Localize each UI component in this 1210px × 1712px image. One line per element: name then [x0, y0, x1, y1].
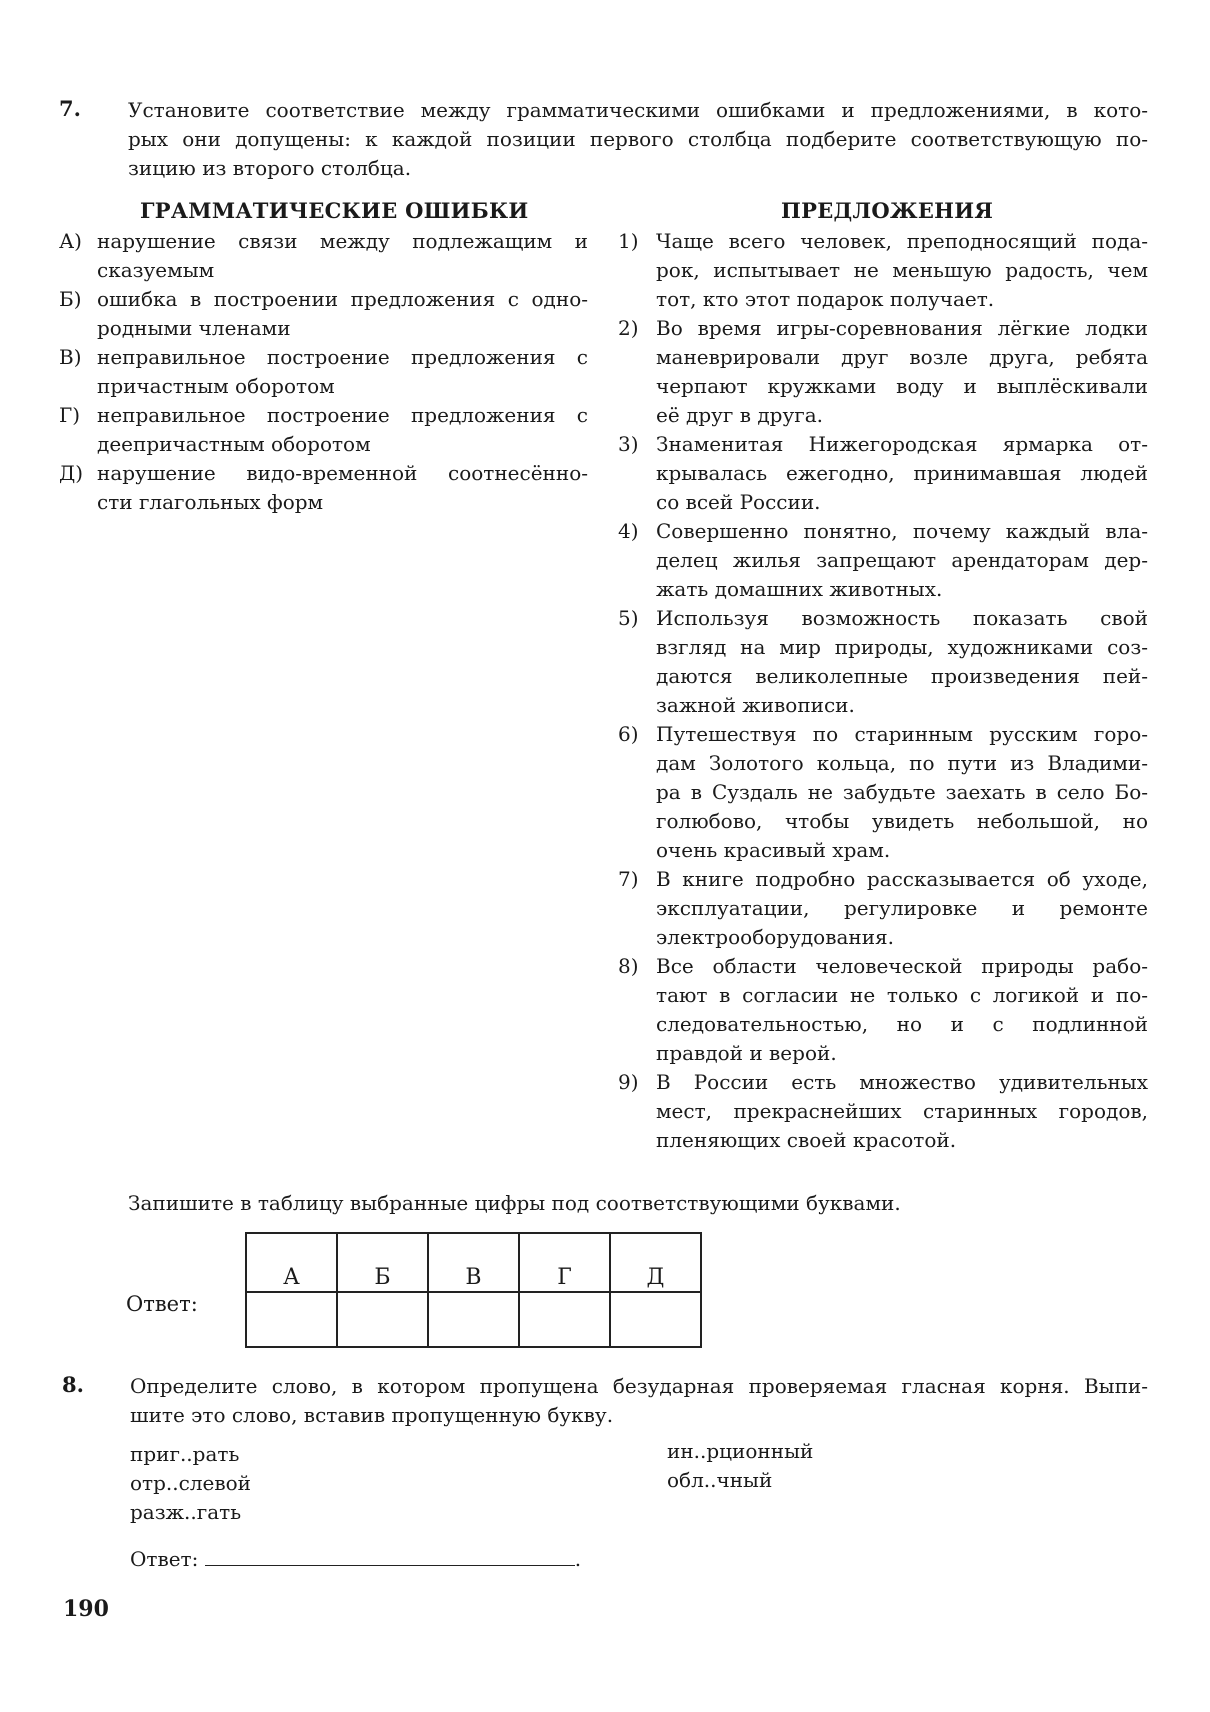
sentence-line: со всей России.: [656, 490, 821, 514]
sentence-line: Все области человеческой природы рабо-: [656, 954, 1148, 978]
sentence-line: черпают кружками воду и выплёскивали: [656, 374, 1148, 398]
intro-line: Установите соответствие между грамматическими ошибками и предложениями, в кото-: [128, 98, 1148, 122]
sentence-line: В России есть множество удивительных: [656, 1070, 1148, 1094]
word-option: отр..слевой: [130, 1471, 251, 1495]
sentence-item-2: [618, 314, 1148, 430]
sentence-item-5: [618, 604, 1148, 720]
sentence-line: следовательностью, но и с подлинной: [656, 1012, 1148, 1036]
sentence-line: делец жилья запрещают арендаторам дер-: [656, 548, 1148, 572]
sentence-line: Чаще всего человек, преподносящий пода-: [656, 229, 1148, 253]
sentence-line: Путешествуя по старинным русским горо-: [656, 722, 1148, 746]
error-item-a: [59, 227, 588, 285]
sentence-line: её друг в друга.: [656, 403, 824, 427]
answer-header-d: Д: [610, 1233, 701, 1292]
answer-blank[interactable]: [205, 1543, 575, 1566]
sentence-line: мест, прекраснейших старинных городов,: [656, 1099, 1148, 1123]
sentence-marker: 2): [618, 316, 639, 340]
error-item-v: [59, 343, 588, 401]
sentence-item-7: [618, 865, 1148, 952]
sentence-item-6: [618, 720, 1148, 865]
sentence-line: эксплуатации, регулировке и ремонте: [656, 896, 1148, 920]
sentences-column-header: ПРЕДЛОЖЕНИЯ: [781, 198, 994, 223]
sentence-item-9: [618, 1068, 1148, 1155]
sentence-marker: 7): [618, 867, 639, 891]
error-marker: Д): [59, 461, 84, 485]
word-option: разж..гать: [130, 1500, 242, 1524]
sentence-marker: 1): [618, 229, 639, 253]
error-line: сказуемым: [97, 258, 215, 282]
sentence-line: рок, испытывает не меньшую радость, чем: [656, 258, 1148, 282]
error-line: причастным оборотом: [97, 374, 335, 398]
sentence-marker: 5): [618, 606, 639, 630]
sentences-list: [618, 227, 1148, 1155]
sentence-line: пленяющих своей красотой.: [656, 1128, 957, 1152]
sentence-line: очень красивый храм.: [656, 838, 891, 862]
answer-line: [130, 1543, 581, 1572]
answer-cell-g[interactable]: [519, 1292, 610, 1347]
error-item-g: [59, 401, 588, 459]
errors-column-header: ГРАММАТИЧЕСКИЕ ОШИБКИ: [140, 198, 529, 223]
error-line: родными членами: [97, 316, 291, 340]
sentence-line: взгляд на мир природы, художниками соз-: [656, 635, 1148, 659]
words-right: [667, 1437, 813, 1495]
words-left: [130, 1440, 251, 1527]
answer-cell-d[interactable]: [610, 1292, 701, 1347]
sentence-line: В книге подробно рассказывается об уходе,: [656, 867, 1148, 891]
question-8-intro: [130, 1372, 1148, 1430]
error-line: ошибка в построении предложения с одно-: [97, 287, 588, 311]
intro-line: рых они допущены: к каждой позиции первого столбца подберите соответствующую по-: [128, 127, 1148, 151]
word-option: обл..чный: [667, 1468, 773, 1492]
table-instruction: Запишите в таблицу выбранные цифры под соответствующими буквами.: [128, 1191, 901, 1215]
intro-line: зицию из второго столбца.: [128, 156, 412, 180]
sentence-line: даются великолепные произведения пей-: [656, 664, 1148, 688]
error-item-b: [59, 285, 588, 343]
answer-cell-v[interactable]: [428, 1292, 519, 1347]
answer-period: .: [574, 1547, 582, 1571]
sentence-line: Знаменитая Нижегородская ярмарка от-: [656, 432, 1148, 456]
sentence-item-3: [618, 430, 1148, 517]
sentence-line: жать домашних животных.: [656, 577, 943, 601]
sentence-marker: 3): [618, 432, 639, 456]
sentence-line: правдой и верой.: [656, 1041, 837, 1065]
sentence-item-8: [618, 952, 1148, 1068]
error-marker: В): [59, 345, 82, 369]
page-number: 190: [63, 1596, 109, 1622]
sentence-item-1: [618, 227, 1148, 314]
error-line: деепричастным оборотом: [97, 432, 371, 456]
error-line: сти глагольных форм: [97, 490, 324, 514]
intro-line: шите это слово, вставив пропущенную букву.: [130, 1403, 614, 1427]
sentence-line: тот, кто этот подарок получает.: [656, 287, 995, 311]
sentence-marker: 4): [618, 519, 639, 543]
question-8-number: 8.: [62, 1372, 84, 1397]
answer-header-a: А: [246, 1233, 337, 1292]
sentence-line: электрооборудования.: [656, 925, 895, 949]
sentence-line: зажной живописи.: [656, 693, 855, 717]
sentence-marker: 8): [618, 954, 639, 978]
sentence-line: голюбово, чтобы увидеть небольшой, но: [656, 809, 1148, 833]
sentence-line: ра в Суздаль не забудьте заехать в село Бо-: [656, 780, 1148, 804]
sentence-line: крывалась ежегодно, принимавшая людей: [656, 461, 1148, 485]
sentence-item-4: [618, 517, 1148, 604]
answer-header-v: В: [428, 1233, 519, 1292]
answer-header-g: Г: [519, 1233, 610, 1292]
error-marker: А): [59, 229, 82, 253]
errors-list: [59, 227, 588, 517]
answer-label: Ответ:: [130, 1547, 199, 1571]
sentence-line: тают в согласии не только с логикой и по-: [656, 983, 1148, 1007]
error-item-d: [59, 459, 588, 517]
error-marker: Г): [59, 403, 81, 427]
sentence-line: Совершенно понятно, почему каждый вла-: [656, 519, 1148, 543]
sentence-marker: 9): [618, 1070, 639, 1094]
word-option: ин..рционный: [667, 1439, 814, 1463]
error-line: нарушение видо-временной соотнесённо-: [97, 461, 588, 485]
answer-label: Ответ:: [126, 1292, 198, 1316]
answer-table: [245, 1232, 702, 1348]
answer-header-b: Б: [337, 1233, 428, 1292]
word-option: приг..рать: [130, 1442, 240, 1466]
answer-cell-b[interactable]: [337, 1292, 428, 1347]
sentence-line: дам Золотого кольца, по пути из Владими-: [656, 751, 1148, 775]
question-7-intro: [128, 96, 1148, 183]
sentence-marker: 6): [618, 722, 639, 746]
error-marker: Б): [59, 287, 82, 311]
intro-line: Определите слово, в котором пропущена безударная проверяемая гласная корня. Выпи-: [130, 1374, 1148, 1398]
error-line: неправильное построение предложения с: [97, 345, 588, 369]
answer-cell-a[interactable]: [246, 1292, 337, 1347]
sentence-line: Используя возможность показать свой: [656, 606, 1148, 630]
question-7-number: 7.: [59, 96, 81, 121]
sentence-line: Во время игры-соревнования лёгкие лодки: [656, 316, 1148, 340]
error-line: неправильное построение предложения с: [97, 403, 588, 427]
error-line: нарушение связи между подлежащим и: [97, 229, 588, 253]
sentence-line: маневрировали друг возле друга, ребята: [656, 345, 1148, 369]
